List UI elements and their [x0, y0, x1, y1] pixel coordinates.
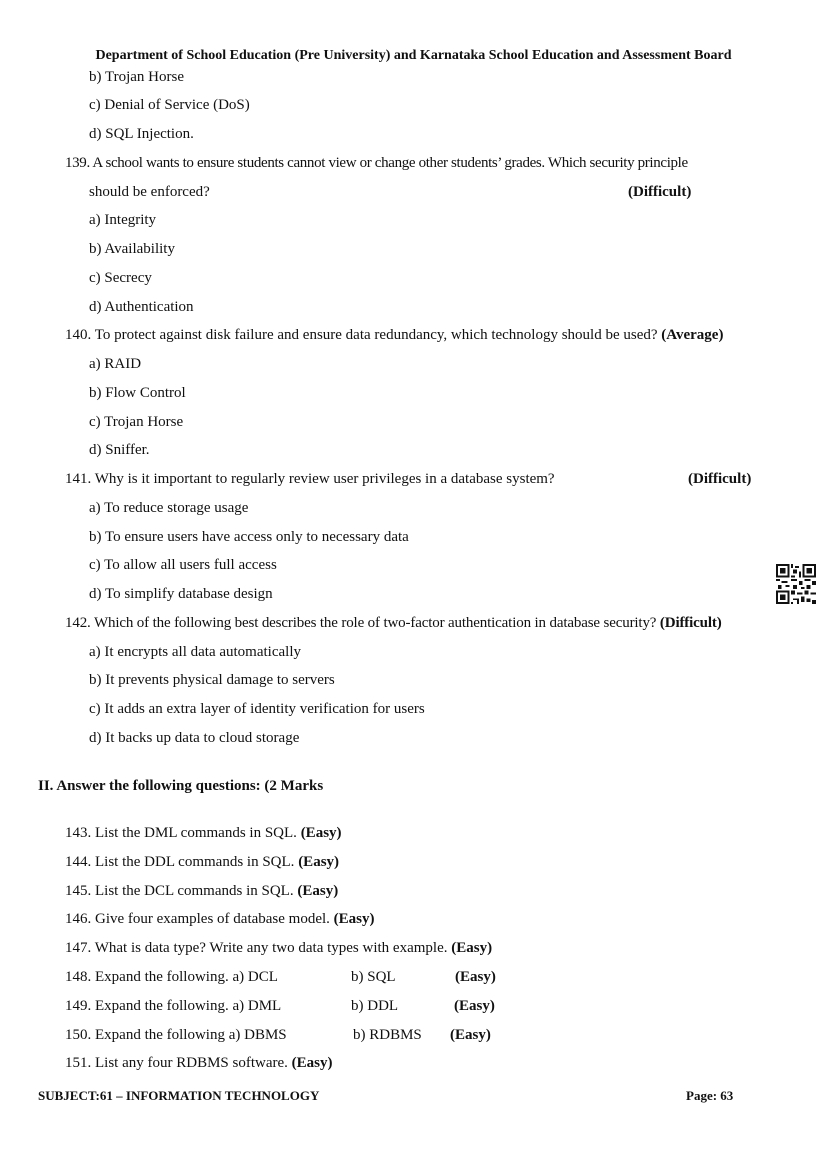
question-141: 141. Why is it important to regularly review user privileges in a database system?	[65, 471, 555, 487]
question-146	[65, 911, 375, 928]
difficulty-label: (Easy)	[450, 1027, 491, 1043]
question-143	[65, 825, 342, 842]
footer-subject: SUBJECT:61 – INFORMATION TECHNOLOGY	[38, 1088, 320, 1103]
question-147	[65, 940, 492, 957]
difficulty-label: (Average)	[661, 327, 724, 343]
option-line: d) It backs up data to cloud storage	[89, 730, 300, 746]
option-line: c) Denial of Service (DoS)	[89, 97, 250, 113]
question-149: 149. Expand the following. a) DML	[65, 998, 282, 1014]
option-line: a) To reduce storage usage	[89, 500, 249, 516]
expand-option-b: b) DDL	[351, 998, 399, 1014]
expand-option-b: b) SQL	[351, 969, 396, 985]
difficulty-label: (Easy)	[455, 969, 496, 985]
difficulty-label: (Difficult)	[628, 184, 692, 200]
option-line: b) Availability	[89, 241, 175, 257]
question-text: 142. Which of the following best describes the role of two-factor authentication in database security?	[65, 615, 657, 631]
question-text: 140. To protect against disk failure and ensure data redundancy, which technology should be used?	[65, 327, 658, 343]
question-142	[65, 615, 722, 632]
footer-page-number: Page: 63	[686, 1088, 734, 1103]
question-140	[65, 327, 723, 344]
difficulty-label: (Difficult)	[659, 615, 722, 631]
question-text: 145. List the DCL commands in SQL.	[65, 883, 294, 899]
difficulty-label: (Easy)	[291, 1055, 333, 1071]
question-text: 143. List the DML commands in SQL.	[65, 825, 297, 841]
difficulty-label: (Easy)	[333, 911, 375, 927]
option-line: d) To simplify database design	[89, 586, 273, 602]
question-text: 144. List the DDL commands in SQL.	[65, 854, 295, 870]
difficulty-label: (Easy)	[298, 854, 340, 870]
difficulty-label: (Easy)	[451, 940, 493, 956]
option-line: b) Trojan Horse	[89, 69, 185, 85]
question-139-continued: should be enforced?	[89, 184, 210, 200]
option-line: d) Authentication	[89, 299, 194, 315]
question-150: 150. Expand the following a) DBMS	[65, 1027, 287, 1043]
option-line: d) Sniffer.	[89, 442, 150, 458]
option-line: d) SQL Injection.	[89, 126, 194, 142]
option-line: a) Integrity	[89, 212, 157, 228]
question-151	[65, 1055, 333, 1072]
question-text: 147. What is data type? Write any two data types with example.	[65, 940, 448, 956]
section-title: II. Answer the following questions: (2 Marks	[38, 778, 324, 794]
option-line: c) Trojan Horse	[89, 414, 184, 430]
option-line: c) To allow all users full access	[89, 557, 277, 573]
option-line: a) It encrypts all data automatically	[89, 644, 301, 660]
option-line: a) RAID	[89, 356, 142, 372]
difficulty-label: (Easy)	[300, 825, 342, 841]
option-line: b) To ensure users have access only to necessary data	[89, 529, 409, 545]
expand-option-b: b) RDBMS	[353, 1027, 422, 1043]
difficulty-label: (Easy)	[297, 883, 339, 899]
question-text: 146. Give four examples of database model.	[65, 911, 330, 927]
question-148: 148. Expand the following. a) DCL	[65, 969, 278, 985]
qr-code-icon	[776, 564, 816, 604]
option-line: c) It adds an extra layer of identity verification for users	[89, 701, 425, 717]
difficulty-label: (Difficult)	[688, 471, 752, 487]
option-line: b) It prevents physical damage to servers	[89, 672, 335, 688]
document-header: Department of School Education (Pre University) and Karnataka School Education and Assessment Board	[95, 48, 732, 63]
option-line: b) Flow Control	[89, 385, 186, 401]
difficulty-label: (Easy)	[454, 998, 495, 1014]
question-139: 139. A school wants to ensure students cannot view or change other students’ grades. Which security principle	[65, 155, 688, 171]
option-line: c) Secrecy	[89, 270, 152, 286]
question-145	[65, 883, 338, 900]
question-text: 151. List any four RDBMS software.	[65, 1055, 288, 1071]
question-144	[65, 854, 339, 871]
